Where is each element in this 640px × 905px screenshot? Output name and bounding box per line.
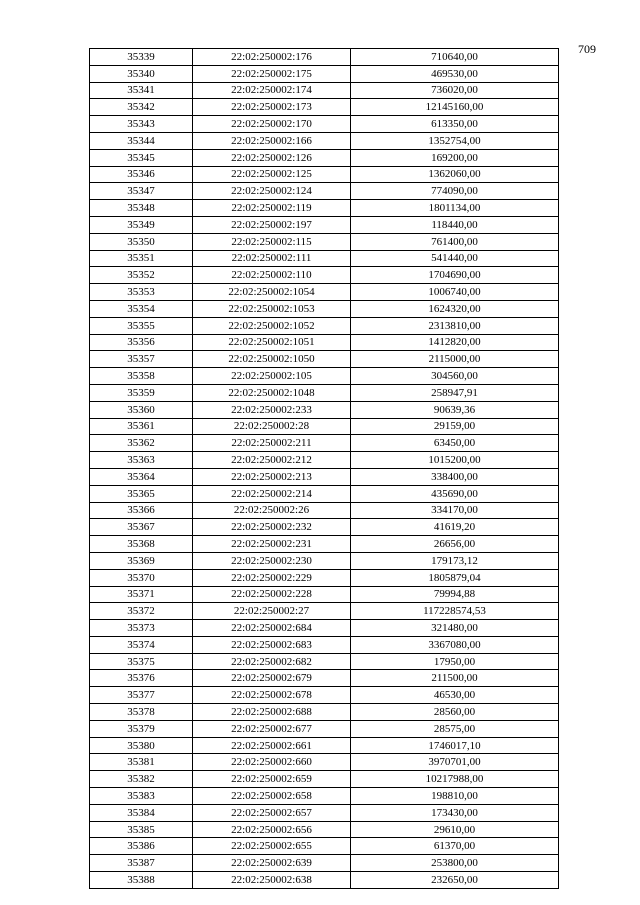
- cadastral-value-cell: 541440,00: [351, 250, 559, 267]
- table-row: [90, 435, 559, 452]
- table-row: [90, 788, 559, 805]
- table-row: [90, 65, 559, 82]
- table-row: [90, 300, 559, 317]
- row-number-cell: 35354: [90, 300, 193, 317]
- row-number-cell: 35347: [90, 183, 193, 200]
- cadastral-number-cell: 22:02:250002:233: [193, 401, 351, 418]
- cadastral-value-cell: 1746017,10: [351, 737, 559, 754]
- row-number-cell: 35351: [90, 250, 193, 267]
- row-number-cell: 35363: [90, 452, 193, 469]
- cadastral-number-cell: 22:02:250002:231: [193, 536, 351, 553]
- cadastral-value-cell: 63450,00: [351, 435, 559, 452]
- cadastral-number-cell: 22:02:250002:682: [193, 653, 351, 670]
- cadastral-number-cell: 22:02:250002:683: [193, 636, 351, 653]
- cadastral-value-cell: 61370,00: [351, 838, 559, 855]
- row-number-cell: 35388: [90, 872, 193, 889]
- cadastral-value-cell: 118440,00: [351, 216, 559, 233]
- row-number-cell: 35375: [90, 653, 193, 670]
- cadastral-value-cell: 304560,00: [351, 368, 559, 385]
- table-row: [90, 284, 559, 301]
- table-row: [90, 82, 559, 99]
- cadastral-value-cell: 29159,00: [351, 418, 559, 435]
- table-row: [90, 519, 559, 536]
- cadastral-number-cell: 22:02:250002:656: [193, 821, 351, 838]
- cadastral-value-cell: 1801134,00: [351, 200, 559, 217]
- cadastral-value-cell: 253800,00: [351, 855, 559, 872]
- cadastral-value-cell: 17950,00: [351, 653, 559, 670]
- table-row: [90, 838, 559, 855]
- cadastral-value-cell: 2313810,00: [351, 317, 559, 334]
- row-number-cell: 35357: [90, 351, 193, 368]
- table-row: [90, 704, 559, 721]
- cadastral-number-cell: 22:02:250002:1051: [193, 334, 351, 351]
- cadastral-number-cell: 22:02:250002:27: [193, 603, 351, 620]
- cadastral-value-cell: 1412820,00: [351, 334, 559, 351]
- table-row: [90, 502, 559, 519]
- cadastral-number-cell: 22:02:250002:639: [193, 855, 351, 872]
- cadastral-number-cell: 22:02:250002:173: [193, 99, 351, 116]
- table-row: [90, 149, 559, 166]
- cadastral-value-cell: 761400,00: [351, 233, 559, 250]
- cadastral-number-cell: 22:02:250002:124: [193, 183, 351, 200]
- row-number-cell: 35372: [90, 603, 193, 620]
- cadastral-value-cell: 29610,00: [351, 821, 559, 838]
- cadastral-value-cell: 1015200,00: [351, 452, 559, 469]
- table-row: [90, 49, 559, 66]
- cadastral-value-cell: 173430,00: [351, 804, 559, 821]
- row-number-cell: 35350: [90, 233, 193, 250]
- table-row: [90, 620, 559, 637]
- cadastral-value-cell: 3970701,00: [351, 754, 559, 771]
- cadastral-number-cell: 22:02:250002:228: [193, 586, 351, 603]
- cadastral-number-cell: 22:02:250002:1048: [193, 384, 351, 401]
- row-number-cell: 35381: [90, 754, 193, 771]
- row-number-cell: 35377: [90, 687, 193, 704]
- cadastral-number-cell: 22:02:250002:214: [193, 485, 351, 502]
- row-number-cell: 35376: [90, 670, 193, 687]
- cadastral-number-cell: 22:02:250002:661: [193, 737, 351, 754]
- cadastral-number-cell: 22:02:250002:655: [193, 838, 351, 855]
- cadastral-number-cell: 22:02:250002:212: [193, 452, 351, 469]
- row-number-cell: 35369: [90, 552, 193, 569]
- row-number-cell: 35379: [90, 720, 193, 737]
- table-row: [90, 636, 559, 653]
- cadastral-number-cell: 22:02:250002:657: [193, 804, 351, 821]
- row-number-cell: 35380: [90, 737, 193, 754]
- row-number-cell: 35382: [90, 771, 193, 788]
- cadastral-value-cell: 710640,00: [351, 49, 559, 66]
- cadastral-number-cell: 22:02:250002:1052: [193, 317, 351, 334]
- table-row: [90, 200, 559, 217]
- cadastral-value-cell: 613350,00: [351, 116, 559, 133]
- table-row: [90, 804, 559, 821]
- cadastral-number-cell: 22:02:250002:111: [193, 250, 351, 267]
- table-row: [90, 351, 559, 368]
- cadastral-value-cell: 1362060,00: [351, 166, 559, 183]
- table-body: [90, 49, 559, 889]
- cadastral-number-cell: 22:02:250002:1054: [193, 284, 351, 301]
- cadastral-number-cell: 22:02:250002:119: [193, 200, 351, 217]
- row-number-cell: 35346: [90, 166, 193, 183]
- table-row: [90, 368, 559, 385]
- row-number-cell: 35343: [90, 116, 193, 133]
- cadastral-number-cell: 22:02:250002:232: [193, 519, 351, 536]
- cadastral-number-cell: 22:02:250002:658: [193, 788, 351, 805]
- row-number-cell: 35349: [90, 216, 193, 233]
- cadastral-number-cell: 22:02:250002:213: [193, 468, 351, 485]
- cadastral-value-cell: 338400,00: [351, 468, 559, 485]
- row-number-cell: 35367: [90, 519, 193, 536]
- cadastral-value-cell: 258947,91: [351, 384, 559, 401]
- row-number-cell: 35384: [90, 804, 193, 821]
- cadastral-value-cell: 3367080,00: [351, 636, 559, 653]
- table-row: [90, 872, 559, 889]
- table-row: [90, 418, 559, 435]
- cadastral-value-cell: 774090,00: [351, 183, 559, 200]
- table-row: [90, 334, 559, 351]
- row-number-cell: 35353: [90, 284, 193, 301]
- table-row: [90, 737, 559, 754]
- row-number-cell: 35352: [90, 267, 193, 284]
- row-number-cell: 35366: [90, 502, 193, 519]
- table-row: [90, 670, 559, 687]
- row-number-cell: 35374: [90, 636, 193, 653]
- table-row: [90, 452, 559, 469]
- row-number-cell: 35342: [90, 99, 193, 116]
- cadastral-value-cell: 46530,00: [351, 687, 559, 704]
- cadastral-number-cell: 22:02:250002:659: [193, 771, 351, 788]
- cadastral-value-cell: 28575,00: [351, 720, 559, 737]
- cadastral-number-cell: 22:02:250002:684: [193, 620, 351, 637]
- cadastral-number-cell: 22:02:250002:197: [193, 216, 351, 233]
- page-number: 709: [578, 42, 596, 56]
- cadastral-number-cell: 22:02:250002:126: [193, 149, 351, 166]
- cadastral-value-cell: 10217988,00: [351, 771, 559, 788]
- cadastral-value-cell: 2115000,00: [351, 351, 559, 368]
- cadastral-number-cell: 22:02:250002:26: [193, 502, 351, 519]
- cadastral-number-cell: 22:02:250002:176: [193, 49, 351, 66]
- cadastral-number-cell: 22:02:250002:170: [193, 116, 351, 133]
- cadastral-value-cell: 211500,00: [351, 670, 559, 687]
- cadastral-value-cell: 321480,00: [351, 620, 559, 637]
- row-number-cell: 35364: [90, 468, 193, 485]
- cadastral-number-cell: 22:02:250002:688: [193, 704, 351, 721]
- table-row: [90, 653, 559, 670]
- cadastral-number-cell: 22:02:250002:1053: [193, 300, 351, 317]
- cadastral-number-cell: 22:02:250002:174: [193, 82, 351, 99]
- table-row: [90, 569, 559, 586]
- cadastral-number-cell: 22:02:250002:1050: [193, 351, 351, 368]
- table-row: [90, 771, 559, 788]
- table-row: [90, 384, 559, 401]
- cadastral-value-cell: 12145160,00: [351, 99, 559, 116]
- cadastral-number-cell: 22:02:250002:230: [193, 552, 351, 569]
- cadastral-number-cell: 22:02:250002:679: [193, 670, 351, 687]
- cadastral-value-cell: 334170,00: [351, 502, 559, 519]
- table-row: [90, 586, 559, 603]
- cadastral-value-table: [89, 48, 559, 889]
- row-number-cell: 35385: [90, 821, 193, 838]
- cadastral-value-cell: 435690,00: [351, 485, 559, 502]
- row-number-cell: 35341: [90, 82, 193, 99]
- table-row: [90, 317, 559, 334]
- row-number-cell: 35368: [90, 536, 193, 553]
- row-number-cell: 35360: [90, 401, 193, 418]
- cadastral-number-cell: 22:02:250002:211: [193, 435, 351, 452]
- table-row: [90, 754, 559, 771]
- cadastral-number-cell: 22:02:250002:677: [193, 720, 351, 737]
- row-number-cell: 35386: [90, 838, 193, 855]
- table-row: [90, 468, 559, 485]
- row-number-cell: 35355: [90, 317, 193, 334]
- table-row: [90, 166, 559, 183]
- row-number-cell: 35356: [90, 334, 193, 351]
- table-row: [90, 250, 559, 267]
- cadastral-value-cell: 469530,00: [351, 65, 559, 82]
- row-number-cell: 35344: [90, 132, 193, 149]
- row-number-cell: 35383: [90, 788, 193, 805]
- cadastral-number-cell: 22:02:250002:678: [193, 687, 351, 704]
- row-number-cell: 35361: [90, 418, 193, 435]
- table-row: [90, 687, 559, 704]
- cadastral-value-cell: 90639,36: [351, 401, 559, 418]
- row-number-cell: 35348: [90, 200, 193, 217]
- table-row: [90, 132, 559, 149]
- cadastral-number-cell: 22:02:250002:638: [193, 872, 351, 889]
- row-number-cell: 35345: [90, 149, 193, 166]
- row-number-cell: 35371: [90, 586, 193, 603]
- table-row: [90, 603, 559, 620]
- table-row: [90, 267, 559, 284]
- row-number-cell: 35359: [90, 384, 193, 401]
- table-row: [90, 116, 559, 133]
- row-number-cell: 35370: [90, 569, 193, 586]
- cadastral-value-cell: 169200,00: [351, 149, 559, 166]
- row-number-cell: 35339: [90, 49, 193, 66]
- row-number-cell: 35340: [90, 65, 193, 82]
- cadastral-value-cell: 1352754,00: [351, 132, 559, 149]
- table-row: [90, 855, 559, 872]
- row-number-cell: 35358: [90, 368, 193, 385]
- row-number-cell: 35387: [90, 855, 193, 872]
- cadastral-number-cell: 22:02:250002:229: [193, 569, 351, 586]
- cadastral-number-cell: 22:02:250002:28: [193, 418, 351, 435]
- row-number-cell: 35365: [90, 485, 193, 502]
- cadastral-value-cell: 1805879,04: [351, 569, 559, 586]
- table-row: [90, 552, 559, 569]
- row-number-cell: 35362: [90, 435, 193, 452]
- cadastral-value-cell: 41619,20: [351, 519, 559, 536]
- cadastral-value-cell: 198810,00: [351, 788, 559, 805]
- table-row: [90, 821, 559, 838]
- cadastral-number-cell: 22:02:250002:166: [193, 132, 351, 149]
- cadastral-number-cell: 22:02:250002:125: [193, 166, 351, 183]
- cadastral-value-cell: 79994,88: [351, 586, 559, 603]
- table-row: [90, 536, 559, 553]
- cadastral-value-cell: 736020,00: [351, 82, 559, 99]
- table-row: [90, 99, 559, 116]
- cadastral-number-cell: 22:02:250002:660: [193, 754, 351, 771]
- cadastral-value-cell: 1006740,00: [351, 284, 559, 301]
- row-number-cell: 35378: [90, 704, 193, 721]
- cadastral-number-cell: 22:02:250002:105: [193, 368, 351, 385]
- table-row: [90, 485, 559, 502]
- cadastral-value-cell: 117228574,53: [351, 603, 559, 620]
- cadastral-number-cell: 22:02:250002:115: [193, 233, 351, 250]
- cadastral-value-cell: 26656,00: [351, 536, 559, 553]
- table-row: [90, 233, 559, 250]
- cadastral-value-cell: 1624320,00: [351, 300, 559, 317]
- table-row: [90, 183, 559, 200]
- cadastral-value-cell: 232650,00: [351, 872, 559, 889]
- cadastral-value-cell: 28560,00: [351, 704, 559, 721]
- cadastral-number-cell: 22:02:250002:175: [193, 65, 351, 82]
- row-number-cell: 35373: [90, 620, 193, 637]
- cadastral-number-cell: 22:02:250002:110: [193, 267, 351, 284]
- cadastral-value-cell: 1704690,00: [351, 267, 559, 284]
- table-row: [90, 216, 559, 233]
- cadastral-value-cell: 179173,12: [351, 552, 559, 569]
- table-row: [90, 720, 559, 737]
- table-row: [90, 401, 559, 418]
